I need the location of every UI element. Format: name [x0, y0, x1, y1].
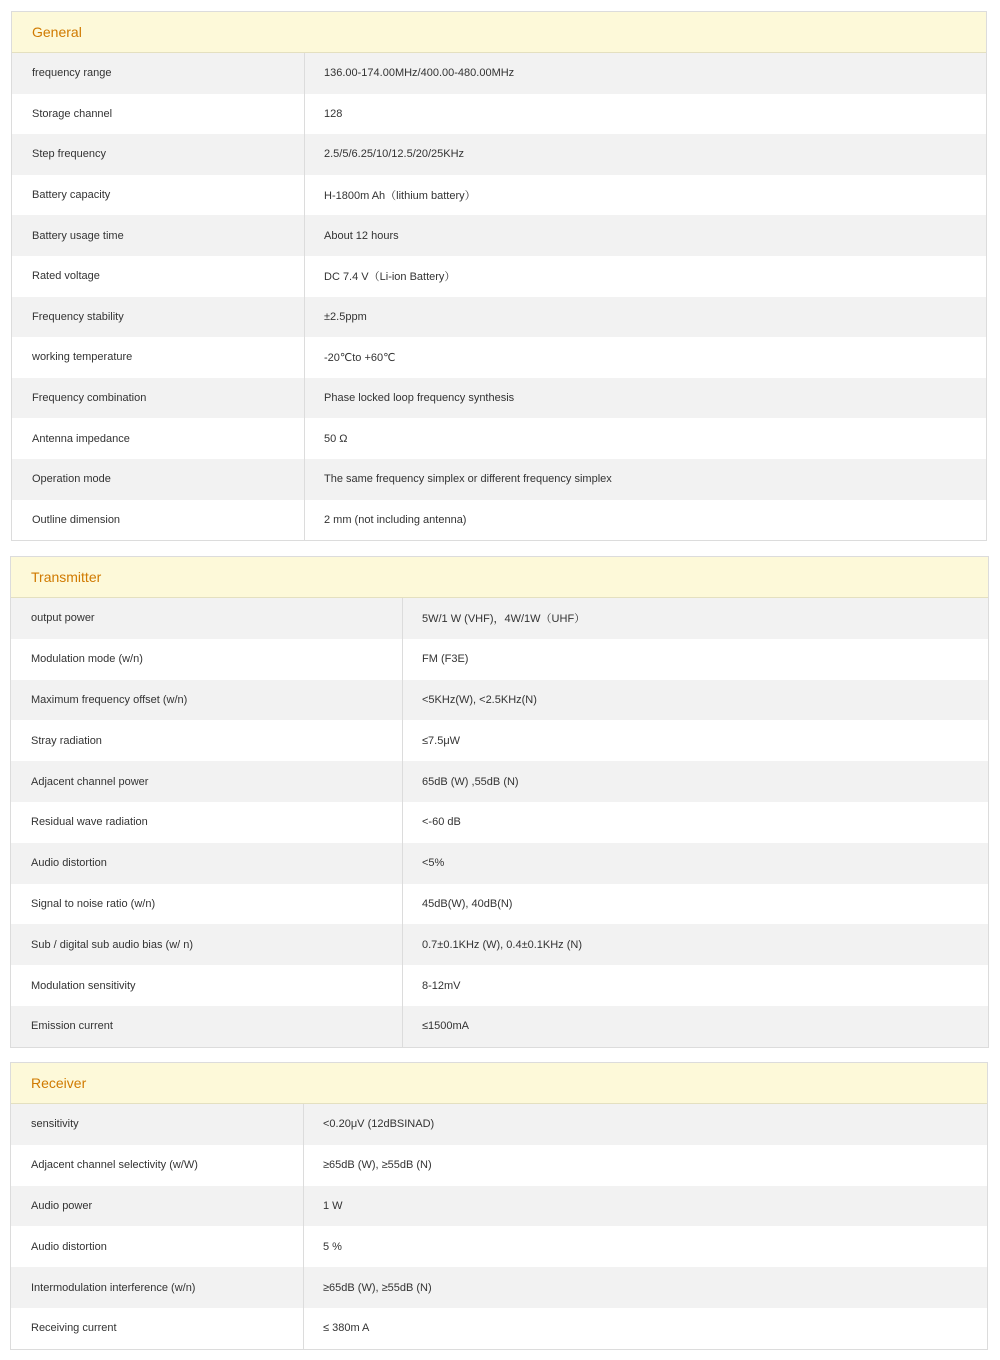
spec-label: Adjacent channel selectivity (w/W)	[11, 1145, 304, 1186]
receiver-rows	[11, 1104, 987, 1349]
spec-value: <5KHz(W), <2.5KHz(N)	[422, 693, 537, 706]
spec-label: Modulation sensitivity	[11, 965, 403, 1006]
transmitter-section-title: Transmitter	[11, 557, 988, 598]
spec-value: -20℃to +60℃	[324, 351, 396, 364]
spec-value: H-1800m Ah（lithium battery）	[324, 190, 476, 203]
spec-value: 5W/1 W (VHF)，4W/1W（UHF）	[422, 613, 586, 626]
spec-value: 50 Ω	[324, 432, 348, 445]
spec-label: frequency range	[12, 53, 305, 94]
spec-label: Step frequency	[12, 134, 305, 175]
spec-label: Outline dimension	[12, 500, 305, 541]
spec-label: Rated voltage	[12, 256, 305, 297]
spec-value: 136.00-174.00MHz/400.00-480.00MHz	[324, 67, 515, 80]
spec-label: output power	[11, 598, 403, 639]
spec-value: The same frequency simplex or different frequency simplex	[324, 473, 612, 486]
table-row	[11, 1145, 987, 1186]
receiver-section-title: Receiver	[11, 1063, 987, 1104]
table-row	[12, 459, 986, 500]
spec-label: Operation mode	[12, 459, 305, 500]
table-row	[11, 1104, 987, 1145]
table-row	[11, 965, 988, 1006]
spec-label: Audio power	[11, 1186, 304, 1227]
table-row	[11, 802, 988, 843]
transmitter-rows	[11, 598, 988, 1047]
table-row	[11, 761, 988, 802]
spec-value: ≥65dB (W), ≥55dB (N)	[323, 1281, 432, 1294]
general-rows	[12, 53, 986, 540]
spec-label: Antenna impedance	[12, 418, 305, 459]
table-row	[11, 720, 988, 761]
table-row	[12, 378, 986, 419]
spec-value: 2 mm (not including antenna)	[324, 513, 467, 526]
spec-value: 128	[324, 107, 343, 120]
table-row	[12, 297, 986, 338]
table-row	[11, 598, 988, 639]
spec-label: Intermodulation interference (w/n)	[11, 1267, 304, 1308]
spec-value: About 12 hours	[324, 229, 399, 242]
spec-label: Signal to noise ratio (w/n)	[11, 884, 403, 925]
table-row	[11, 1267, 987, 1308]
spec-value: ≤ 380m A	[323, 1322, 370, 1335]
transmitter-spec-table	[10, 556, 989, 1048]
spec-value: <0.20μV (12dBSINAD)	[323, 1118, 435, 1131]
table-row	[12, 94, 986, 135]
table-row	[12, 500, 986, 541]
spec-value: ±2.5ppm	[324, 310, 367, 323]
general-section-title: General	[12, 12, 986, 53]
general-spec-table	[11, 11, 987, 541]
spec-label: Storage channel	[12, 94, 305, 135]
table-row	[12, 256, 986, 297]
spec-label: Audio distortion	[11, 843, 403, 884]
spec-label: Adjacent channel power	[11, 761, 403, 802]
spec-label: Battery capacity	[12, 175, 305, 216]
table-row	[12, 175, 986, 216]
table-row	[11, 924, 988, 965]
spec-value: 2.5/5/6.25/10/12.5/20/25KHz	[324, 148, 465, 161]
spec-value: ≥65dB (W), ≥55dB (N)	[323, 1159, 432, 1172]
table-row	[11, 680, 988, 721]
spec-value: <5%	[422, 857, 445, 870]
spec-value: ≤7.5μW	[422, 734, 461, 747]
spec-label: Maximum frequency offset (w/n)	[11, 680, 403, 721]
spec-label: Receiving current	[11, 1308, 304, 1349]
table-row	[11, 1308, 987, 1349]
table-row	[11, 884, 988, 925]
table-row	[11, 843, 988, 884]
spec-label: Audio distortion	[11, 1226, 304, 1267]
table-row	[12, 337, 986, 378]
spec-label: working temperature	[12, 337, 305, 378]
table-row	[11, 1006, 988, 1047]
receiver-spec-table	[10, 1062, 988, 1350]
spec-value: 45dB(W), 40dB(N)	[422, 897, 513, 910]
spec-value: 1 W	[323, 1199, 343, 1212]
spec-value: Phase locked loop frequency synthesis	[324, 392, 515, 405]
spec-label: Battery usage time	[12, 215, 305, 256]
spec-value: ≤1500mA	[422, 1020, 470, 1033]
spec-label: Frequency combination	[12, 378, 305, 419]
table-row	[11, 1186, 987, 1227]
spec-value: 5 %	[323, 1240, 342, 1253]
table-row	[11, 639, 988, 680]
spec-value: FM (F3E)	[422, 653, 469, 666]
spec-label: Stray radiation	[11, 720, 403, 761]
spec-value: <-60 dB	[422, 816, 461, 829]
spec-label: Frequency stability	[12, 297, 305, 338]
spec-value: 8-12mV	[422, 979, 461, 992]
table-row	[12, 134, 986, 175]
spec-value: DC 7.4 V（Li-ion Battery）	[324, 271, 456, 284]
spec-value: 65dB (W) ,55dB (N)	[422, 775, 519, 788]
spec-label: Residual wave radiation	[11, 802, 403, 843]
table-row	[12, 53, 986, 94]
spec-label: Emission current	[11, 1006, 403, 1047]
spec-label: sensitivity	[11, 1104, 304, 1145]
table-row	[12, 215, 986, 256]
spec-label: Sub / digital sub audio bias (w/ n)	[11, 924, 403, 965]
table-row	[11, 1226, 987, 1267]
table-row	[12, 418, 986, 459]
spec-value: 0.7±0.1KHz (W), 0.4±0.1KHz (N)	[422, 938, 583, 951]
spec-label: Modulation mode (w/n)	[11, 639, 403, 680]
